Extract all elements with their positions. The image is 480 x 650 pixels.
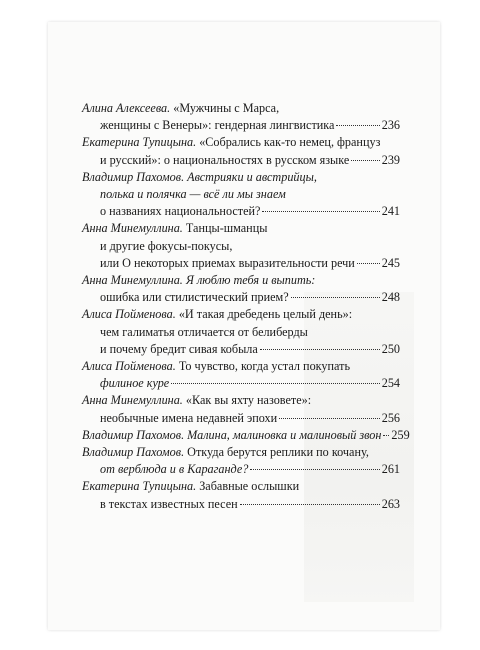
toc-author: Анна Минемуллина. [82,273,183,288]
toc-title: Танцы-шманцы [185,221,268,236]
toc-author: Алиса Пойменова. [82,307,176,322]
toc-entry-first-line [82,272,400,289]
toc-entry [82,358,400,392]
toc-entry [82,220,400,272]
toc-page-number: 256 [381,410,400,425]
toc-entry-first-line [82,220,400,237]
toc-page-number: 254 [381,376,400,391]
toc-entry-first-line [82,134,400,151]
toc-title-continued: чем галиматья отличается от белиберды [100,324,308,339]
toc-entry-first-line [82,444,400,461]
dot-leader [250,469,379,470]
toc-entry [82,427,410,444]
toc-entry-last-line [82,255,400,272]
toc-entry [82,306,400,358]
toc-author: Алиса Пойменова. [82,359,176,374]
toc-entry-last-line [82,410,400,427]
toc-entry [82,478,400,512]
dot-leader [336,125,379,126]
toc-page-number: 261 [381,462,400,477]
toc-entry-middle-line [82,238,400,255]
toc-entry-middle-line [82,186,400,203]
dot-leader [383,435,389,436]
toc-author: Анна Минемуллина. [82,221,183,236]
dot-leader [240,504,380,505]
toc-entry-first-line [82,392,400,409]
toc-entry [82,272,400,306]
toc-author: Анна Минемуллина. [82,393,183,408]
toc-title-continued: в текстах известных песен [100,496,238,511]
toc-entry-last-line [82,117,400,134]
toc-entry [82,392,400,426]
dot-leader [260,349,380,350]
toc-title-continued: полька и полячка — всё ли мы знаем [100,187,286,202]
toc-entry-last-line [82,203,400,220]
toc-title: Откуда берутся реплики по кочану, [187,445,369,460]
toc-title-continued: и почему бредит сивая кобыла [100,341,258,356]
toc-title-continued: ошибка или стилистический прием? [100,290,289,305]
toc-page-number: 241 [381,204,400,219]
toc-entry-middle-line [82,324,400,341]
dot-leader [291,297,380,298]
toc-title: «Как вы яхту назовете»: [185,393,312,408]
dot-leader [262,211,379,212]
toc-title-continued: женщины с Венеры»: гендерная лингвистика [100,118,335,133]
toc-entry-last-line [82,427,410,444]
toc-title-continued: или О некоторых приемах выразительности речи [100,255,355,270]
toc-title-continued: необычные имена недавней эпохи [100,410,278,425]
toc-entry-first-line [82,478,400,495]
toc-author: Владимир Пахомов. [82,427,185,442]
toc-title: Я люблю тебя и выпить: [185,273,316,288]
toc-title-continued: о названиях национальностей? [100,204,261,219]
toc-page-number: 248 [381,290,400,305]
toc-entry-first-line [82,100,400,117]
dot-leader [357,263,380,264]
toc-title: Австрияки и австрийцы, [187,169,317,184]
toc-entry-first-line [82,306,400,323]
dot-leader [351,160,379,161]
toc-title-continued: от верблюда и в Караганде? [100,462,249,477]
toc-entry-last-line [82,461,400,478]
toc-title-continued: филиное куре [100,376,170,391]
toc-title: Забавные ослышки [199,479,300,494]
dot-leader [171,383,380,384]
toc-author: Владимир Пахомов. [82,169,185,184]
toc-title: «Собрались как-то немец, француз [199,135,381,150]
toc-page-number: 245 [381,255,400,270]
toc-entry-last-line [82,152,400,169]
toc-entry [82,134,400,168]
toc-entry [82,100,400,134]
book-page [48,22,440,630]
toc-page-number: 239 [381,152,400,167]
toc-page-number: 236 [381,118,400,133]
toc-entry [82,169,400,221]
toc-author: Владимир Пахомов. [82,445,185,460]
toc-author: Алина Алексеева. [82,101,171,115]
toc-title: «И такая дребедень целый день»: [178,307,353,322]
table-of-contents [82,100,410,513]
toc-author: Екатерина Тупицына. [82,135,197,150]
toc-entry-first-line [82,169,400,186]
toc-title: «Мужчины с Марса, [173,101,280,115]
toc-title-continued: и другие фокусы-покусы, [100,238,233,253]
toc-page-number: 263 [381,496,400,511]
dot-leader [279,418,380,419]
toc-page-number: 250 [381,341,400,356]
toc-entry-last-line [82,496,400,513]
toc-title-continued: и русский»: о национальностях в русском языке [100,152,350,167]
toc-entry [82,444,400,478]
toc-entry-last-line [82,289,400,306]
toc-entry-last-line [82,341,400,358]
toc-entry-last-line [82,375,400,392]
toc-entry-first-line [82,358,400,375]
toc-title: То чувство, когда устал покупать [178,359,351,374]
toc-page-number: 259 [391,427,410,442]
toc-author: Екатерина Тупицына. [82,479,197,494]
toc-title: Малина, малиновка и малиновый звон [187,427,382,442]
